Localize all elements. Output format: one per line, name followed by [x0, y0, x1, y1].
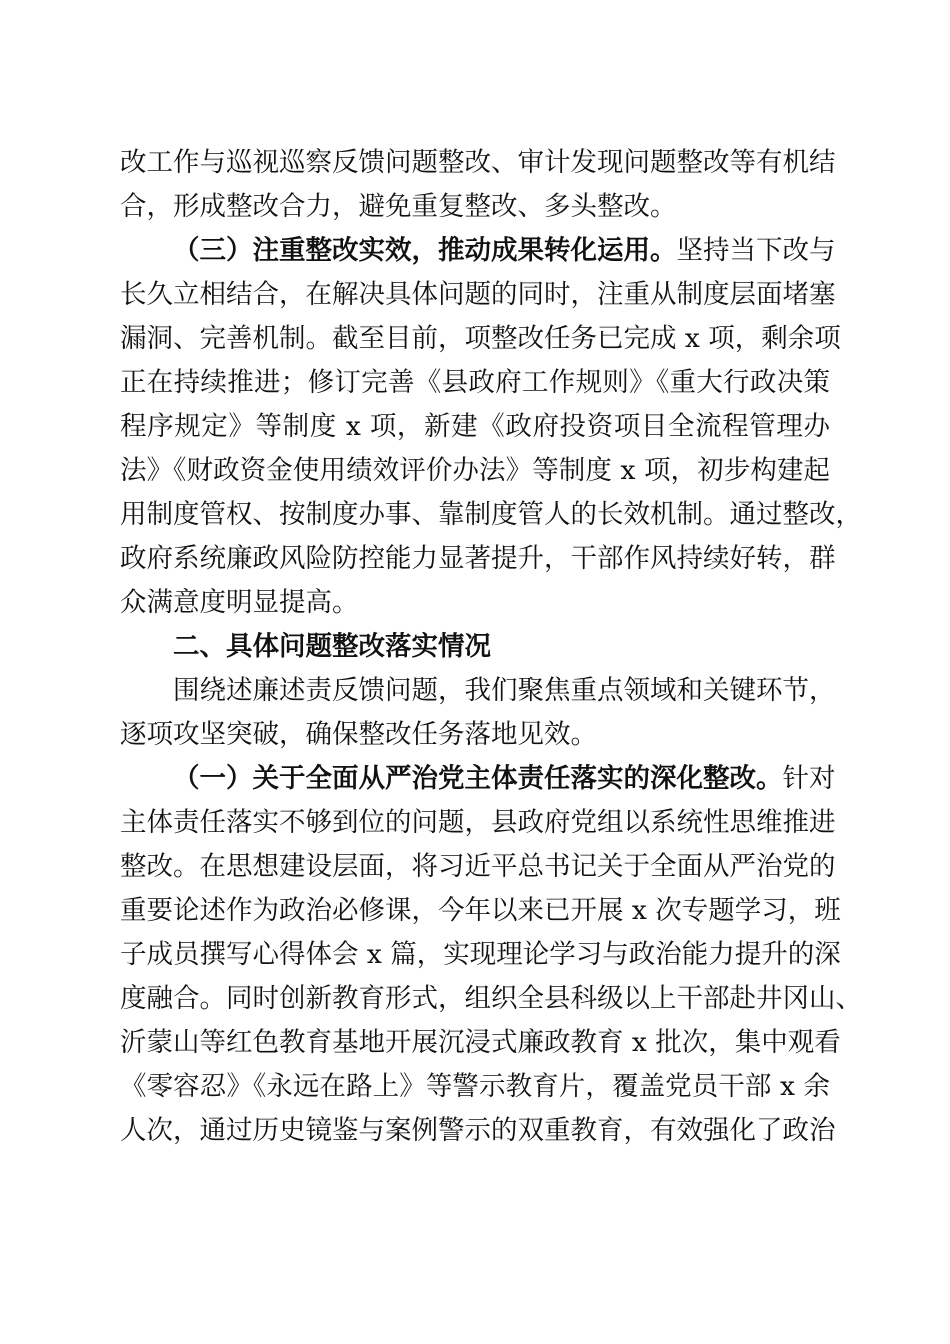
- body-line: 重要论述作为政治必修课，今年以来已开展 x 次专题学习，班: [120, 895, 841, 926]
- body-line: 主体责任落实不够到位的问题，县政府党组以系统性思维推进: [120, 807, 836, 838]
- body-line: 沂蒙山等红色教育基地开展沉浸式廉政教育 x 批次，集中观看: [120, 1027, 841, 1058]
- subsection-title: （三）注重整改实效，推动成果转化运用。: [173, 235, 677, 266]
- body-line: 逐项攻坚突破，确保整改任务落地见效。: [120, 719, 597, 750]
- body-line: 正在持续推进；修订完善《县政府工作规则》《重大行政决策: [120, 367, 830, 398]
- body-line: 子成员撰写心得体会 x 篇，实现理论学习与政治能力提升的深: [120, 939, 841, 970]
- body-line: 长久立相结合，在解决具体问题的同时，注重从制度层面堵塞: [120, 279, 836, 310]
- body-line: 用制度管权、按制度办事、靠制度管人的长效机制。通过整改，: [120, 499, 862, 530]
- body-line: 人次，通过历史镜鉴与案例警示的双重教育，有效强化了政治: [120, 1115, 836, 1146]
- subsection-title: （一）关于全面从严治党主体责任落实的深化整改。: [173, 763, 783, 794]
- body-line: 众满意度明显提高。: [120, 587, 359, 618]
- body-line: 《零容忍》《永远在路上》等警示教育片，覆盖党员干部 x 余: [120, 1071, 830, 1102]
- body-line: 改工作与巡视巡察反馈问题整改、审计发现问题整改等有机结: [120, 147, 836, 178]
- body-line: 围绕述廉述责反馈问题，我们聚焦重点领域和关键环节，: [173, 675, 836, 706]
- paragraph-first-line: [120, 229, 836, 273]
- document-body: [120, 141, 862, 1153]
- body-line: 合，形成整改合力，避免重复整改、多头整改。: [120, 191, 677, 222]
- body-line: 政府系统廉政风险防控能力显著提升，干部作风持续好转，群: [120, 543, 836, 574]
- body-line: 漏洞、完善机制。截至目前，项整改任务已完成 x 项，剩余项: [120, 323, 841, 354]
- body-line: 程序规定》等制度 x 项，新建《政府投资项目全流程管理办: [120, 411, 830, 442]
- body-line: 法》《财政资金使用绩效评价办法》等制度 x 项，初步构建起: [120, 455, 830, 486]
- body-line: 度融合。同时创新教育形式，组织全县科级以上干部赴井冈山、: [120, 983, 862, 1014]
- body-text: 针对: [782, 763, 836, 794]
- section-heading: 二、具体问题整改落实情况: [173, 631, 491, 662]
- body-text: 坚持当下改与: [676, 235, 836, 266]
- paragraph-first-line: [120, 757, 836, 801]
- body-line: 整改。在思想建设层面，将习近平总书记关于全面从严治党的: [120, 851, 836, 882]
